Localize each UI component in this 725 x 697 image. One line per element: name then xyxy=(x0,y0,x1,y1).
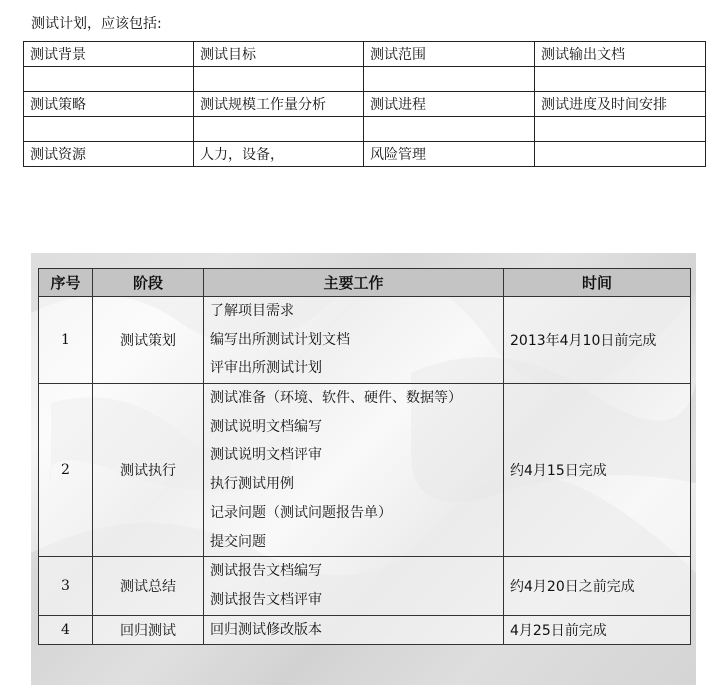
row-no: 2 xyxy=(39,384,93,557)
row-time: 4月25日前完成 xyxy=(504,615,691,645)
task-item: 测试说明文档编写 xyxy=(210,418,322,435)
task-item: 编写出所测试计划文档 xyxy=(210,331,350,348)
task-item: 评审出所测试计划 xyxy=(210,360,322,377)
task-item: 提交问题 xyxy=(210,533,266,550)
schedule-table xyxy=(38,268,691,645)
plan-cell xyxy=(24,117,194,142)
row-no: 1 xyxy=(39,297,93,384)
row-tasks xyxy=(204,297,504,384)
plan-cell xyxy=(24,67,194,92)
row-stage: 回归测试 xyxy=(93,615,204,645)
task-item: 了解项目需求 xyxy=(210,303,294,319)
plan-row-blank xyxy=(24,117,706,142)
schedule-header-row xyxy=(39,269,691,297)
header-work: 主要工作 xyxy=(204,269,504,297)
row-no: 3 xyxy=(39,557,93,615)
plan-cell xyxy=(535,117,706,142)
row-stage: 测试总结 xyxy=(93,557,204,615)
test-plan-table xyxy=(23,41,706,167)
row-no: 4 xyxy=(39,615,93,645)
schedule-row xyxy=(39,557,691,615)
plan-cell: 测试进程 xyxy=(364,92,535,117)
row-tasks xyxy=(204,384,504,557)
task-item: 测试报告文档编写 xyxy=(210,563,322,580)
row-stage: 测试执行 xyxy=(93,384,204,557)
schedule-row xyxy=(39,297,691,384)
schedule-row xyxy=(39,384,691,557)
row-stage: 测试策划 xyxy=(93,297,204,384)
plan-cell: 测试背景 xyxy=(24,42,194,67)
plan-cell xyxy=(194,117,364,142)
plan-cell xyxy=(194,67,364,92)
intro-text: 测试计划，应该包括: xyxy=(31,16,162,32)
plan-cell xyxy=(535,142,706,167)
plan-cell: 测试策略 xyxy=(24,92,194,117)
plan-cell: 测试进度及时间安排 xyxy=(535,92,706,117)
header-time: 时间 xyxy=(504,269,691,297)
plan-row xyxy=(24,42,706,67)
plan-cell: 测试目标 xyxy=(194,42,364,67)
row-time: 约4月20日之前完成 xyxy=(504,557,691,615)
header-no: 序号 xyxy=(39,269,93,297)
schedule-image xyxy=(31,253,696,685)
plan-cell xyxy=(364,117,535,142)
plan-row xyxy=(24,142,706,167)
task-item: 记录问题（测试问题报告单） xyxy=(210,504,392,521)
plan-cell: 测试范围 xyxy=(364,42,535,67)
plan-cell: 测试资源 xyxy=(24,142,194,167)
plan-cell xyxy=(535,67,706,92)
schedule-row xyxy=(39,615,691,645)
task-item: 回归测试修改版本 xyxy=(210,621,322,638)
row-time: 约4月15日完成 xyxy=(504,384,691,557)
row-time: 2013年4月10日前完成 xyxy=(504,297,691,384)
plan-cell: 测试规模工作量分析 xyxy=(194,92,364,117)
task-item: 测试准备（环境、软件、硬件、数据等） xyxy=(210,390,462,407)
plan-row xyxy=(24,92,706,117)
row-tasks xyxy=(204,557,504,615)
plan-cell: 风险管理 xyxy=(364,142,535,167)
plan-cell: 人力，设备， xyxy=(194,142,364,167)
task-item: 测试说明文档评审 xyxy=(210,447,322,464)
row-tasks xyxy=(204,615,504,645)
header-stage: 阶段 xyxy=(93,269,204,297)
plan-cell xyxy=(364,67,535,92)
task-item: 测试报告文档评审 xyxy=(210,591,322,608)
plan-row-blank xyxy=(24,67,706,92)
plan-cell: 测试输出文档 xyxy=(535,42,706,67)
task-item: 执行测试用例 xyxy=(210,476,294,493)
